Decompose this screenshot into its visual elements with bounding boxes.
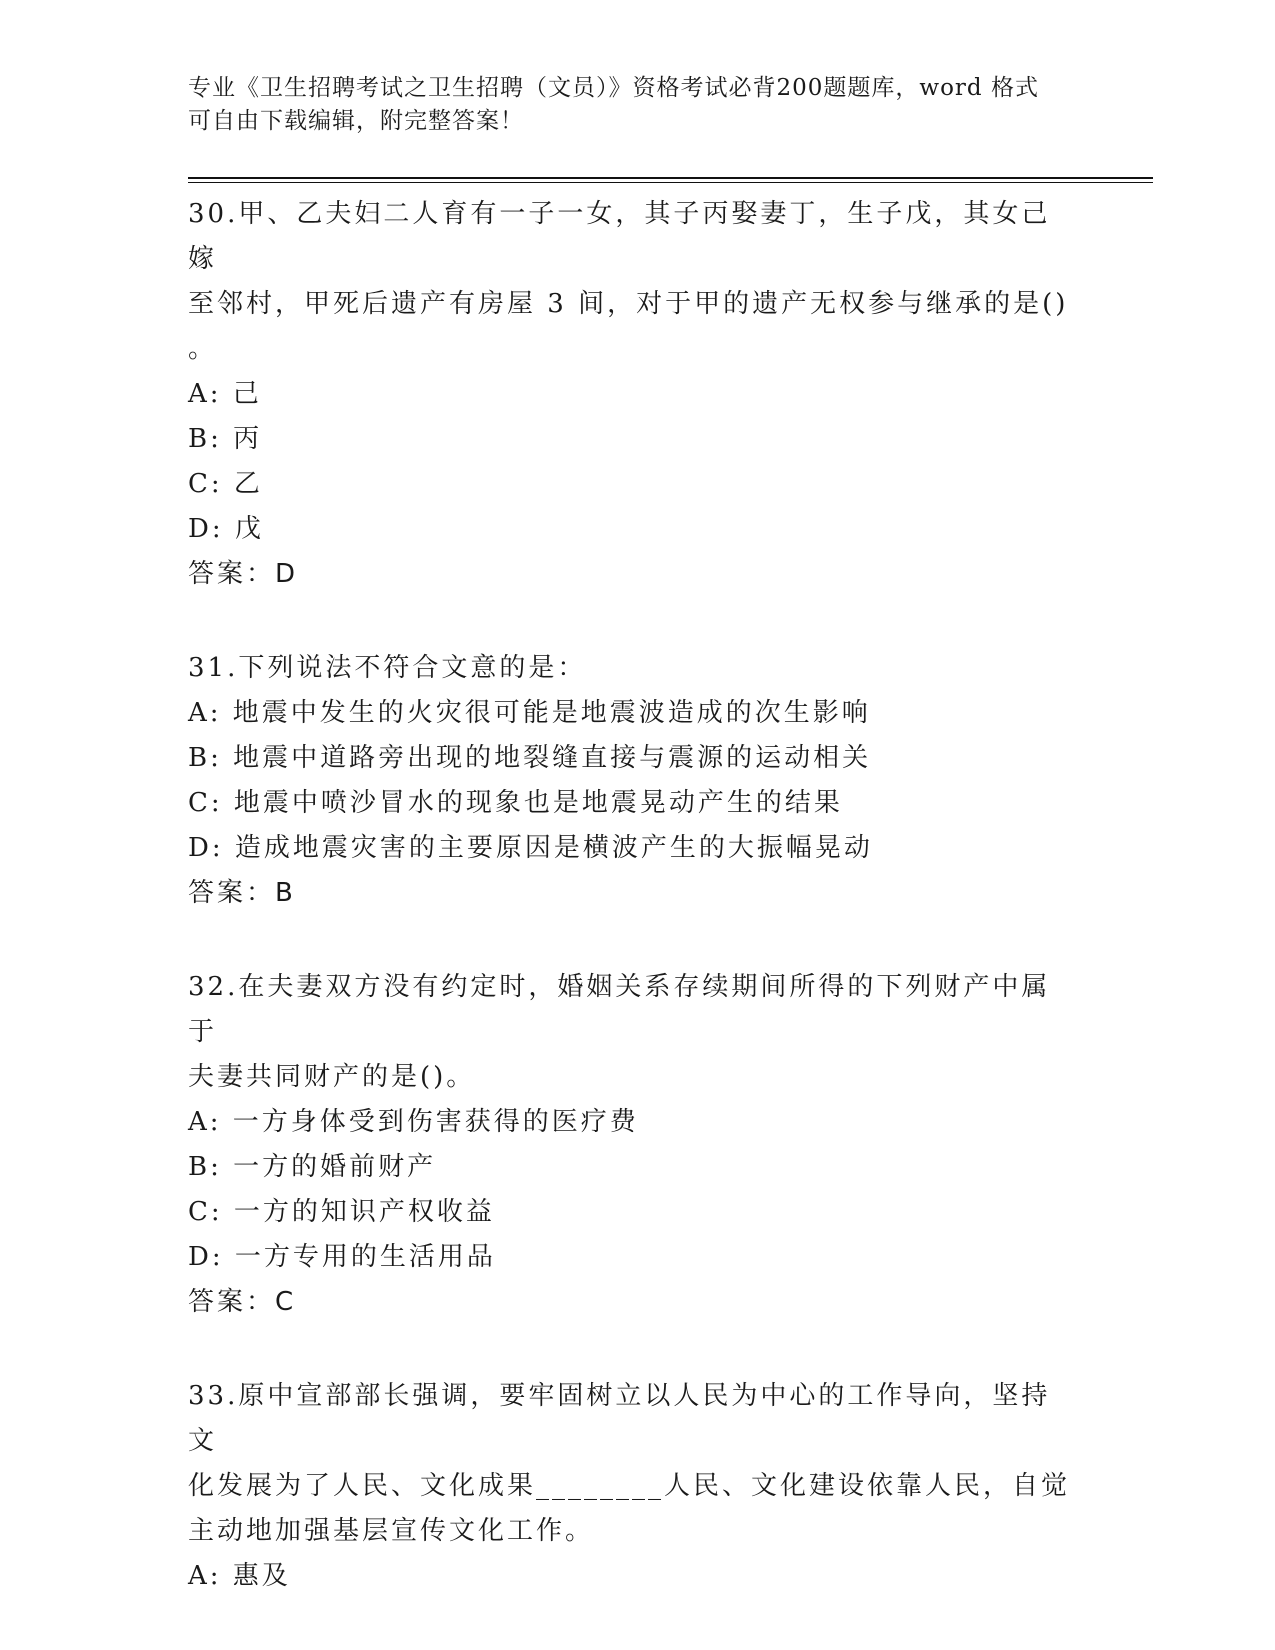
stem-line: 30.甲、乙夫妇二人育有一子一女，其子丙娶妻丁，生子戊，其女己嫁 — [188, 199, 1051, 274]
header-line-2: 可自由下载编辑，附完整答案！ — [188, 108, 524, 134]
option-a: A: 己 — [188, 379, 262, 409]
stem-line: 31.下列说法不符合文意的是： — [188, 653, 587, 683]
option-c: C: 一方的知识产权收益 — [188, 1197, 495, 1227]
stem-line: 32.在夫妻双方没有约定时，婚姻关系存续期间所得的下列财产中属于 — [188, 972, 1051, 1047]
question-stem — [188, 192, 1078, 372]
option-d: D: 造成地震灾害的主要原因是横波产生的大振幅晃动 — [188, 833, 873, 863]
option-b: B: 丙 — [188, 424, 263, 454]
header-divider-thick — [188, 177, 1153, 179]
question-spacer — [188, 597, 1078, 642]
question-31 — [188, 646, 1078, 961]
header-divider-thin — [188, 182, 1153, 183]
option-d: D: 一方专用的生活用品 — [188, 1242, 496, 1272]
stem-line: 化发展为了人民、文化成果________人民、文化建设依靠人民，自觉 — [188, 1471, 1071, 1501]
option-a: A: 惠及 — [188, 1561, 291, 1591]
answer: 答案：B — [188, 878, 296, 908]
option-a: A: 一方身体受到伤害获得的医疗费 — [188, 1107, 639, 1137]
stem-line: 。 — [188, 334, 218, 364]
page-header — [188, 72, 1068, 138]
option-d: D: 戊 — [188, 514, 264, 544]
stem-line: 33.原中宣部部长强调，要牢固树立以人民为中心的工作导向，坚持文 — [188, 1381, 1051, 1456]
question-stem — [188, 1374, 1078, 1554]
question-stem — [188, 646, 1078, 691]
question-stem — [188, 965, 1078, 1100]
question-spacer — [188, 916, 1078, 961]
option-c: C: 地震中喷沙冒水的现象也是地震晃动产生的结果 — [188, 788, 843, 818]
option-b: B: 一方的婚前财产 — [188, 1152, 437, 1182]
stem-line: 主动地加强基层宣传文化工作。 — [188, 1516, 595, 1546]
option-c: C: 乙 — [188, 469, 263, 499]
question-spacer — [188, 1325, 1078, 1370]
stem-line: 至邻村，甲死后遗产有房屋 3 间，对于甲的遗产无权参与继承的是() — [188, 289, 1069, 319]
question-30 — [188, 192, 1078, 642]
question-32 — [188, 965, 1078, 1370]
answer: 答案：C — [188, 1287, 297, 1317]
question-33 — [188, 1374, 1078, 1599]
header-line-1: 专业《卫生招聘考试之卫生招聘（文员）》资格考试必背200题题库，word 格式 — [188, 75, 1039, 101]
answer: 答案：D — [188, 559, 299, 589]
option-a: A: 地震中发生的火灾很可能是地震波造成的次生影响 — [188, 698, 871, 728]
option-b: B: 地震中道路旁出现的地裂缝直接与震源的运动相关 — [188, 743, 872, 773]
question-list — [188, 188, 1078, 1599]
stem-line: 夫妻共同财产的是()。 — [188, 1062, 476, 1092]
